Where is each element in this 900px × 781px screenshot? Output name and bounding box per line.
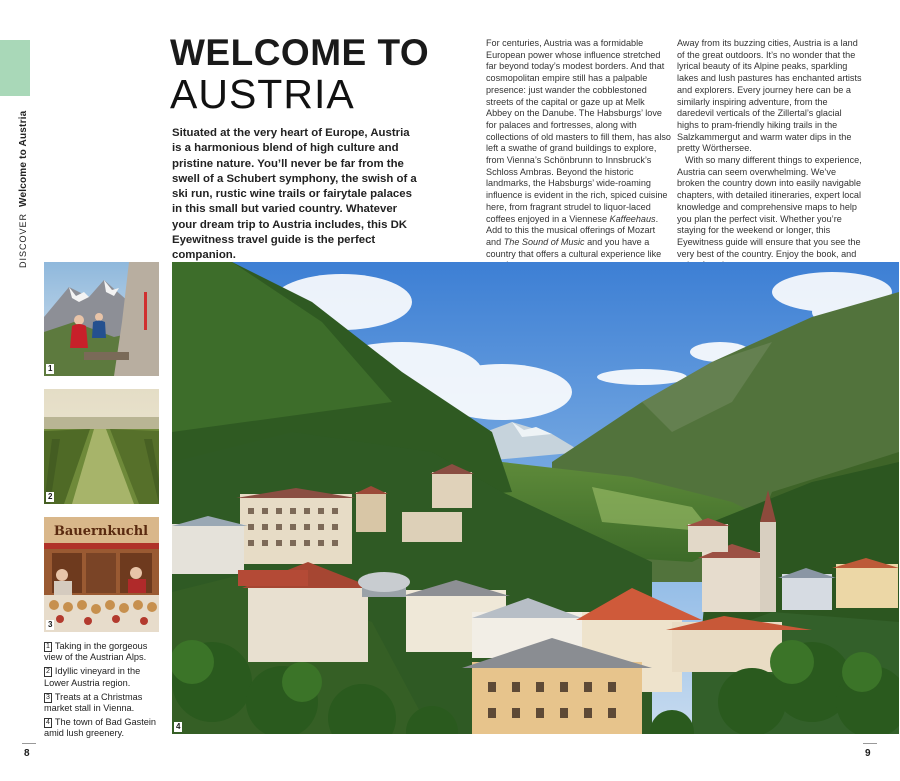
photo-christmas-market xyxy=(44,517,159,632)
title-line-1: WELCOME TO xyxy=(170,32,430,73)
alps-illustration xyxy=(44,262,159,376)
bad-gastein-illustration xyxy=(172,262,899,734)
photo-number: 2 xyxy=(48,492,53,501)
folio-rule xyxy=(22,743,36,744)
market-sign-text: Bauernkuchl xyxy=(53,524,149,539)
folio-rule xyxy=(863,743,877,744)
market-stall-illustration xyxy=(44,517,159,632)
body-paragraph: Add to this the musical offerings of Mozart and The Sound of Music and you have a country that offers a cultural experience like xyxy=(486,225,662,259)
caption-item: 2 Idyllic vineyard in the Lower Austria region. xyxy=(44,666,141,688)
photo-number: 4 xyxy=(176,722,181,731)
section-subtitle: Welcome to Austria xyxy=(18,110,29,207)
photo-bad-gastein xyxy=(172,262,899,734)
page-number-left: 8 xyxy=(24,748,30,759)
running-head xyxy=(18,111,29,268)
title-line-2: AUSTRIA xyxy=(170,71,355,117)
page-number-right: 9 xyxy=(865,748,871,759)
caption-item: 4 The town of Bad Gastein amid lush greenery. xyxy=(44,717,157,739)
photo-number: 3 xyxy=(48,620,53,629)
section-name: DISCOVER xyxy=(18,212,28,268)
photo-vineyard xyxy=(44,389,159,504)
caption-item: 1 Taking in the gorgeous view of the Austrian Alps. xyxy=(44,641,148,663)
section-tab xyxy=(0,40,30,96)
body-column-2 xyxy=(677,38,863,272)
photo-alps-view xyxy=(44,262,159,376)
photo-captions xyxy=(44,641,162,743)
body-paragraph: For centuries, Austria was a formidable European power whose influence stretched far beyond today’s modest borders. And that cosmopolitan empire still has a palpable presence: just wander the cobblestoned streets of the capital or gaze up at Melk Abbey on the Danube. The Habsburgs’ love for palaces and fortresses, along with collections of old masters to fill them, has also left a swathe of grand buildings to explore, from Vienna’s Schönbrunn to Innsbruck’s Schloss Ambras. Beyond the historic landmarks, the Habsburgs’ wide-roaming influence is evident in the rich, spiced cuisine here, from fragrant strudel to liquor-laced coffees enjoyed in a Viennese Kaffeehaus. xyxy=(486,38,671,224)
photo-number: 1 xyxy=(48,364,53,373)
intro-paragraph: Situated at the very heart of Europe, Austria is a harmonious blend of high culture and pristine nature. You’ll never be far from the swell of a Schubert symphony, the swish of a ski run, rustic wine trails or fairytale palaces in this small but varied country. Whatever your dream trip to Austria includes, this DK Eyewitness travel guide is the perfect companion. xyxy=(172,127,417,262)
caption-item: 3 Treats at a Christmas market stall in Vienna. xyxy=(44,691,143,714)
body-column-1 xyxy=(486,38,672,272)
vineyard-illustration xyxy=(44,389,159,504)
body-paragraph: With so many different things to experience, Austria can seem overwhelming. We’ve broken the country down into easily navigable chapters, with detailed itineraries, expert local knowledge and comprehensive maps to help you plan the perfect visit. Whether you’re staying for the weekend or longer, this Eyewitness guide will ensure that you see the very best of the country. Enjoy the book, and xyxy=(677,155,862,259)
body-paragraph: Away from its buzzing cities, Austria is a land of the great outdoors. It’s no wonder that the lyrical beauty of its Alpine peaks, sparkling lakes and lush pastures has enchanted artists and explorers. Every journey here can be a similarly inspiring adventure, from the daredevil verticals of the Zillertal’s glacial highs to pram-friendly hiking trails in the Salzkammergut and warm water dips in the pretty Wörthersee. xyxy=(677,38,862,154)
